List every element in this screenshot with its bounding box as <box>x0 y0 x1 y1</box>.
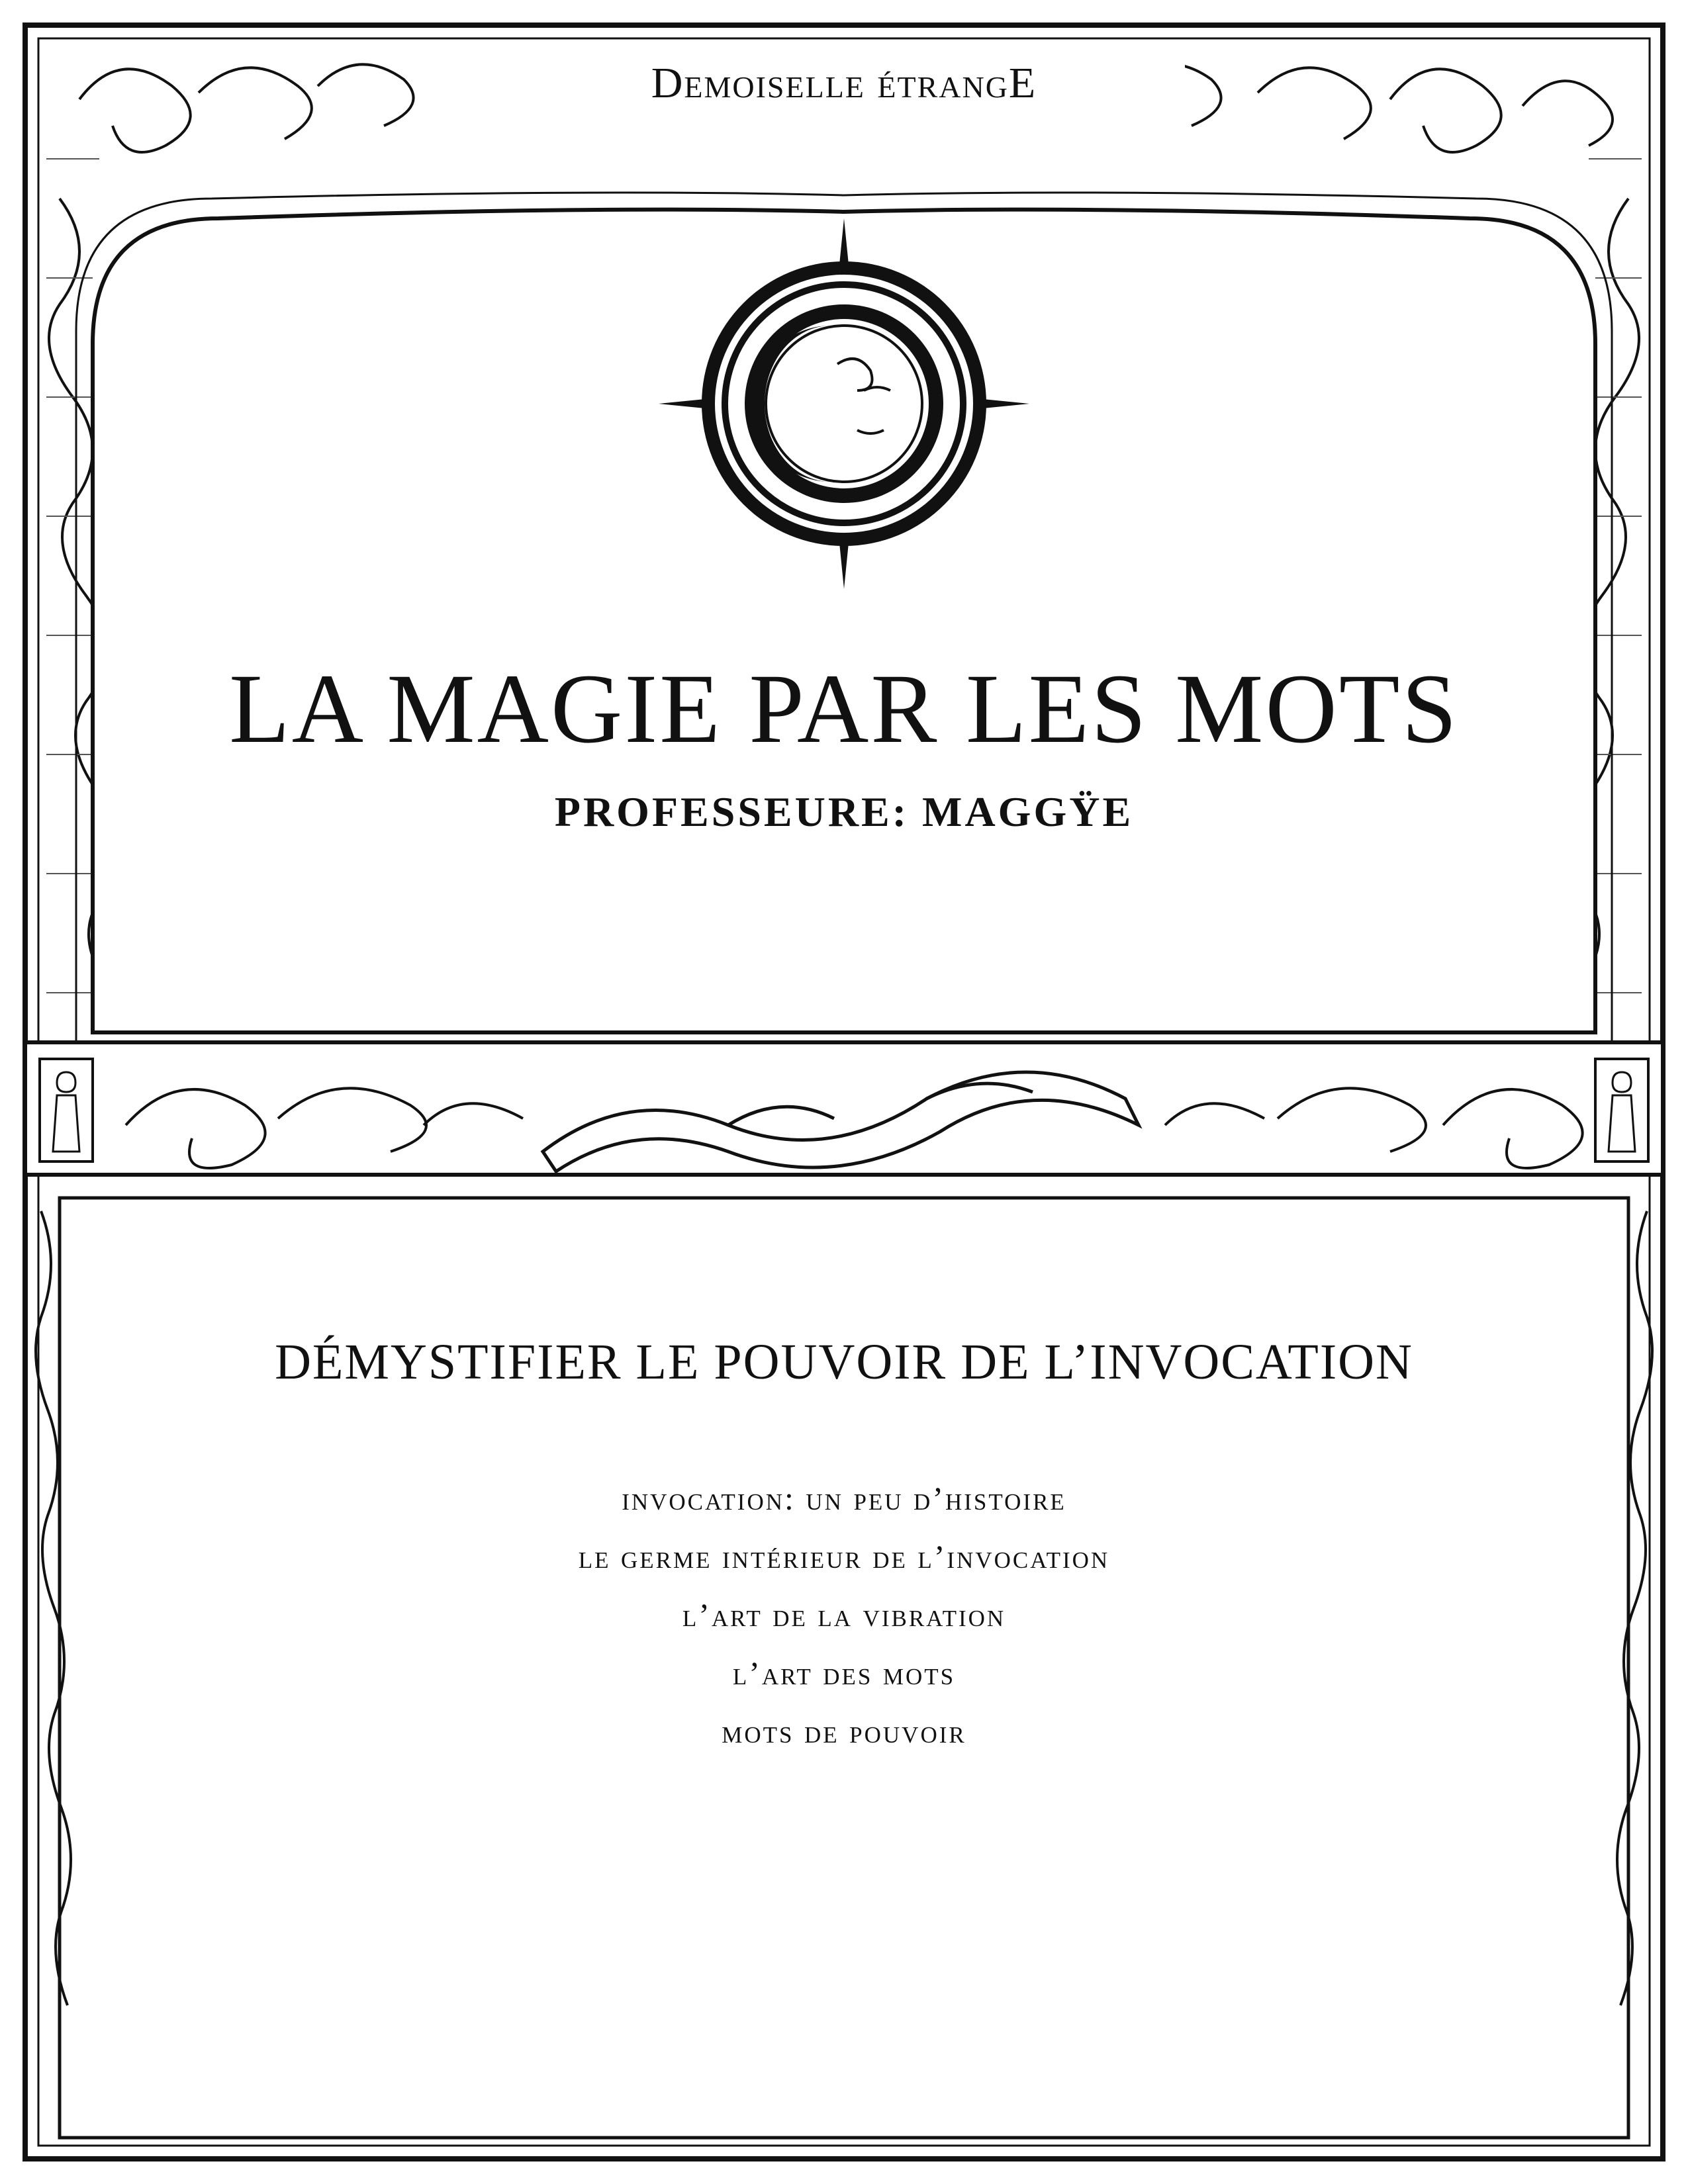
page-subtitle: PROFESSEURE: MAGGŸE <box>554 788 1134 835</box>
page-title: LA MAGIE PAR LES MOTS <box>229 654 1459 764</box>
list-item: l’art de la vibration <box>682 1596 1006 1633</box>
section-title: DÉMYSTIFIER LE POUVOIR DE L’INVOCATION <box>275 1334 1413 1390</box>
list-item: mots de pouvoir <box>722 1713 966 1750</box>
table-of-contents <box>0 1469 1688 1760</box>
header-label: Demoiselle étrangE <box>651 59 1037 107</box>
middle-ornament-bar <box>25 1042 1663 1175</box>
list-item: invocation: un peu d’histoire <box>622 1480 1066 1517</box>
list-item: le germe intérieur de l’invocation <box>578 1538 1110 1575</box>
list-item: l’art des mots <box>732 1655 956 1692</box>
